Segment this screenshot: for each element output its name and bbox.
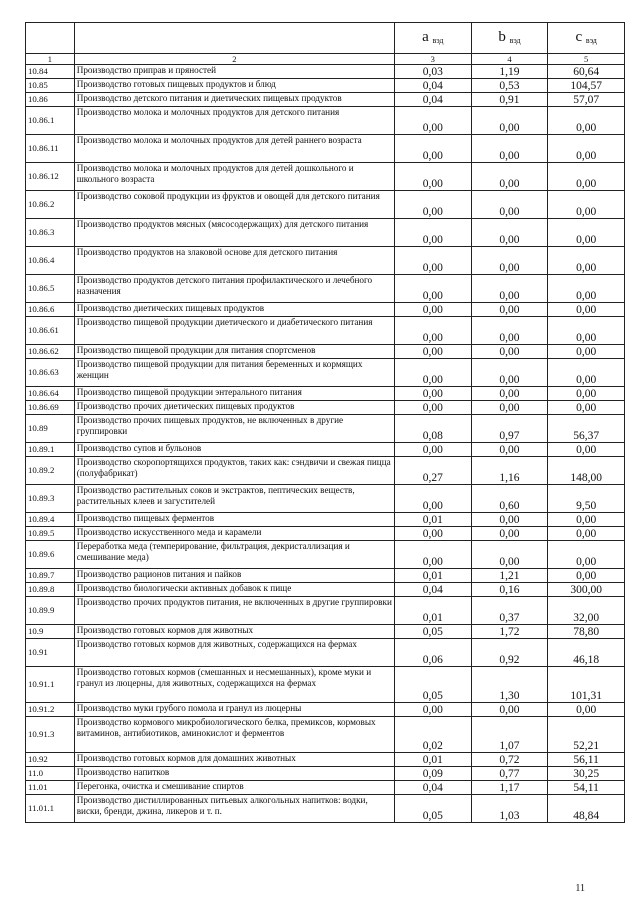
row-value-c: 32,00 bbox=[548, 597, 625, 625]
table-row bbox=[26, 65, 625, 79]
row-name: Производство продуктов мясных (мясосодержащих) для детского питания bbox=[74, 219, 394, 247]
column-index-row bbox=[26, 54, 625, 65]
row-value-a: 0,00 bbox=[394, 359, 471, 387]
row-value-a: 0,00 bbox=[394, 275, 471, 303]
column-index: 2 bbox=[74, 54, 394, 65]
row-name: Производство пищевых ферментов bbox=[74, 513, 394, 527]
table-row bbox=[26, 135, 625, 163]
row-name: Производство прочих диетических пищевых продуктов bbox=[74, 401, 394, 415]
row-name: Производство супов и бульонов bbox=[74, 443, 394, 457]
row-value-b: 1,21 bbox=[471, 569, 548, 583]
row-value-c: 0,00 bbox=[548, 107, 625, 135]
row-value-b: 0,00 bbox=[471, 703, 548, 717]
row-code: 10.89.8 bbox=[26, 583, 75, 597]
row-value-c: 54,11 bbox=[548, 781, 625, 795]
row-value-b: 0,72 bbox=[471, 753, 548, 767]
row-name: Производство скоропортящихся продуктов, таких как: сэндвичи и свежая пицца (полуфабрикат) bbox=[74, 457, 394, 485]
table-row bbox=[26, 345, 625, 359]
table-row bbox=[26, 625, 625, 639]
row-value-b: 0,00 bbox=[471, 387, 548, 401]
row-code: 10.89.5 bbox=[26, 527, 75, 541]
row-value-b: 0,00 bbox=[471, 163, 548, 191]
row-value-b: 0,77 bbox=[471, 767, 548, 781]
table-row bbox=[26, 513, 625, 527]
row-value-b: 0,00 bbox=[471, 275, 548, 303]
row-name: Производство пищевой продукции диетического и диабетического питания bbox=[74, 317, 394, 345]
row-value-c: 56,37 bbox=[548, 415, 625, 443]
row-code: 10.86.4 bbox=[26, 247, 75, 275]
row-value-a: 0,01 bbox=[394, 513, 471, 527]
row-name: Производство пищевой продукции энтерального питания bbox=[74, 387, 394, 401]
row-value-b: 1,19 bbox=[471, 65, 548, 79]
table-row bbox=[26, 163, 625, 191]
row-value-c: 0,00 bbox=[548, 135, 625, 163]
row-name: Производство дистиллированных питьевых алкогольных напитков: водки, виски, бренди, джина, ликеров и т. п. bbox=[74, 795, 394, 823]
table-row bbox=[26, 107, 625, 135]
row-value-a: 0,00 bbox=[394, 443, 471, 457]
row-value-b: 0,00 bbox=[471, 401, 548, 415]
row-value-a: 0,05 bbox=[394, 667, 471, 703]
table-row bbox=[26, 485, 625, 513]
row-value-b: 0,53 bbox=[471, 79, 548, 93]
row-value-b: 0,00 bbox=[471, 135, 548, 163]
row-value-b: 0,97 bbox=[471, 415, 548, 443]
row-value-c: 30,25 bbox=[548, 767, 625, 781]
row-code: 10.89.9 bbox=[26, 597, 75, 625]
row-value-a: 0,04 bbox=[394, 781, 471, 795]
header-a: a $_{вэд}$ bbox=[394, 23, 471, 54]
row-name: Производство готовых пищевых продуктов и блюд bbox=[74, 79, 394, 93]
row-value-c: 0,00 bbox=[548, 513, 625, 527]
row-value-b: 1,30 bbox=[471, 667, 548, 703]
row-name: Производство готовых кормов для животных, содержащихся на фермах bbox=[74, 639, 394, 667]
row-value-a: 0,00 bbox=[394, 247, 471, 275]
row-name: Производство растительных соков и экстрактов, пептических веществ, растительных клеев и загустителей bbox=[74, 485, 394, 513]
row-code: 10.85 bbox=[26, 79, 75, 93]
header-c: c $_{вэд}$ bbox=[548, 23, 625, 54]
row-value-b: 0,00 bbox=[471, 191, 548, 219]
row-value-a: 0,00 bbox=[394, 317, 471, 345]
row-value-c: 78,80 bbox=[548, 625, 625, 639]
row-value-a: 0,00 bbox=[394, 541, 471, 569]
row-value-c: 0,00 bbox=[548, 275, 625, 303]
row-value-b: 0,00 bbox=[471, 219, 548, 247]
row-code: 10.86.1 bbox=[26, 107, 75, 135]
table-row bbox=[26, 387, 625, 401]
table-row bbox=[26, 717, 625, 753]
row-value-c: 0,00 bbox=[548, 387, 625, 401]
row-value-c: 48,84 bbox=[548, 795, 625, 823]
row-name: Производство готовых кормов для домашних животных bbox=[74, 753, 394, 767]
column-index: 4 bbox=[471, 54, 548, 65]
table-body bbox=[26, 65, 625, 823]
row-value-a: 0,27 bbox=[394, 457, 471, 485]
row-value-a: 0,00 bbox=[394, 527, 471, 541]
row-value-a: 0,00 bbox=[394, 387, 471, 401]
row-value-c: 0,00 bbox=[548, 443, 625, 457]
row-name: Производство диетических пищевых продуктов bbox=[74, 303, 394, 317]
row-value-b: 0,91 bbox=[471, 93, 548, 107]
row-value-c: 101,31 bbox=[548, 667, 625, 703]
table-row bbox=[26, 457, 625, 485]
row-value-c: 0,00 bbox=[548, 317, 625, 345]
row-name: Производство кормового микробиологического белка, премиксов, кормовых витаминов, антибиотиков, аминокислот и ферментов bbox=[74, 717, 394, 753]
row-value-c: 9,50 bbox=[548, 485, 625, 513]
table-row bbox=[26, 401, 625, 415]
row-code: 10.89.7 bbox=[26, 569, 75, 583]
row-value-a: 0,01 bbox=[394, 753, 471, 767]
table-row bbox=[26, 583, 625, 597]
row-value-c: 148,00 bbox=[548, 457, 625, 485]
row-value-a: 0,05 bbox=[394, 625, 471, 639]
row-value-b: 0,37 bbox=[471, 597, 548, 625]
row-name: Производство пищевой продукции для питания спортсменов bbox=[74, 345, 394, 359]
row-code: 10.91.3 bbox=[26, 717, 75, 753]
row-value-a: 0,00 bbox=[394, 303, 471, 317]
table-row bbox=[26, 247, 625, 275]
row-name: Производство молока и молочных продуктов для детей дошкольного и школьного возраста bbox=[74, 163, 394, 191]
row-value-c: 0,00 bbox=[548, 345, 625, 359]
row-value-c: 0,00 bbox=[548, 359, 625, 387]
row-value-b: 0,00 bbox=[471, 303, 548, 317]
table-row bbox=[26, 569, 625, 583]
column-index: 3 bbox=[394, 54, 471, 65]
row-value-b: 0,00 bbox=[471, 527, 548, 541]
row-value-a: 0,09 bbox=[394, 767, 471, 781]
table-row bbox=[26, 191, 625, 219]
row-code: 10.86.62 bbox=[26, 345, 75, 359]
row-code: 10.89.6 bbox=[26, 541, 75, 569]
row-code: 10.89.2 bbox=[26, 457, 75, 485]
row-code: 10.86.3 bbox=[26, 219, 75, 247]
row-name: Производство продуктов детского питания профилактического и лечебного назначения bbox=[74, 275, 394, 303]
row-value-c: 0,00 bbox=[548, 219, 625, 247]
table-row bbox=[26, 767, 625, 781]
table-row bbox=[26, 781, 625, 795]
row-name: Производство напитков bbox=[74, 767, 394, 781]
row-code: 10.86.63 bbox=[26, 359, 75, 387]
row-name: Перегонка, очистка и смешивание спиртов bbox=[74, 781, 394, 795]
column-index: 5 bbox=[548, 54, 625, 65]
row-code: 10.89.4 bbox=[26, 513, 75, 527]
row-name: Производство пищевой продукции для питания беременных и кормящих женщин bbox=[74, 359, 394, 387]
row-name: Производство приправ и пряностей bbox=[74, 65, 394, 79]
row-value-b: 0,00 bbox=[471, 345, 548, 359]
row-value-c: 57,07 bbox=[548, 93, 625, 107]
row-name: Производство муки грубого помола и гранул из люцерны bbox=[74, 703, 394, 717]
table-row bbox=[26, 703, 625, 717]
row-value-c: 52,21 bbox=[548, 717, 625, 753]
row-value-a: 0,04 bbox=[394, 583, 471, 597]
column-index: 1 bbox=[26, 54, 75, 65]
row-value-b: 1,17 bbox=[471, 781, 548, 795]
row-name: Производство прочих пищевых продуктов, не включенных в другие группировки bbox=[74, 415, 394, 443]
table-row bbox=[26, 219, 625, 247]
row-name: Производство продуктов на злаковой основе для детского питания bbox=[74, 247, 394, 275]
row-value-b: 0,92 bbox=[471, 639, 548, 667]
row-code: 10.86.5 bbox=[26, 275, 75, 303]
row-name: Производство рационов питания и пайков bbox=[74, 569, 394, 583]
row-value-a: 0,00 bbox=[394, 107, 471, 135]
row-value-c: 0,00 bbox=[548, 401, 625, 415]
coefficients-table bbox=[25, 22, 625, 823]
row-value-a: 0,04 bbox=[394, 93, 471, 107]
row-code: 10.91 bbox=[26, 639, 75, 667]
row-code: 10.86.6 bbox=[26, 303, 75, 317]
row-name: Производство молока и молочных продуктов для детей раннего возраста bbox=[74, 135, 394, 163]
row-value-a: 0,00 bbox=[394, 703, 471, 717]
row-value-a: 0,03 bbox=[394, 65, 471, 79]
row-value-c: 300,00 bbox=[548, 583, 625, 597]
row-value-b: 0,00 bbox=[471, 443, 548, 457]
table-row bbox=[26, 443, 625, 457]
row-value-c: 0,00 bbox=[548, 527, 625, 541]
row-name: Производство детского питания и диетических пищевых продуктов bbox=[74, 93, 394, 107]
row-value-a: 0,00 bbox=[394, 485, 471, 513]
row-value-b: 0,00 bbox=[471, 107, 548, 135]
row-value-a: 0,06 bbox=[394, 639, 471, 667]
row-code: 10.86.11 bbox=[26, 135, 75, 163]
row-value-b: 1,16 bbox=[471, 457, 548, 485]
row-name: Производство биологически активных добавок к пище bbox=[74, 583, 394, 597]
table-row bbox=[26, 275, 625, 303]
row-code: 10.86.12 bbox=[26, 163, 75, 191]
row-value-b: 0,00 bbox=[471, 513, 548, 527]
header-b: b $_{вэд}$ bbox=[471, 23, 548, 54]
header-name bbox=[74, 23, 394, 54]
row-value-a: 0,00 bbox=[394, 191, 471, 219]
row-code: 10.86 bbox=[26, 93, 75, 107]
row-name: Производство готовых кормов для животных bbox=[74, 625, 394, 639]
row-name: Производство искусственного меда и карамели bbox=[74, 527, 394, 541]
table-row bbox=[26, 415, 625, 443]
table-row bbox=[26, 541, 625, 569]
row-value-b: 0,16 bbox=[471, 583, 548, 597]
table-row bbox=[26, 317, 625, 345]
row-value-c: 0,00 bbox=[548, 569, 625, 583]
row-value-a: 0,00 bbox=[394, 135, 471, 163]
row-value-a: 0,00 bbox=[394, 163, 471, 191]
row-code: 10.84 bbox=[26, 65, 75, 79]
table-row bbox=[26, 303, 625, 317]
page-number: 11 bbox=[575, 883, 585, 894]
table-row bbox=[26, 667, 625, 703]
table-row bbox=[26, 79, 625, 93]
table-row bbox=[26, 753, 625, 767]
row-value-c: 0,00 bbox=[548, 541, 625, 569]
row-value-b: 0,00 bbox=[471, 359, 548, 387]
row-value-b: 1,07 bbox=[471, 717, 548, 753]
row-value-c: 0,00 bbox=[548, 303, 625, 317]
table-row bbox=[26, 597, 625, 625]
row-code: 10.91.2 bbox=[26, 703, 75, 717]
row-value-b: 0,00 bbox=[471, 247, 548, 275]
row-name: Производство молока и молочных продуктов для детского питания bbox=[74, 107, 394, 135]
row-value-a: 0,00 bbox=[394, 345, 471, 359]
header-row bbox=[26, 23, 625, 54]
row-value-b: 0,00 bbox=[471, 541, 548, 569]
row-value-c: 0,00 bbox=[548, 247, 625, 275]
row-name: Производство прочих продуктов питания, не включенных в другие группировки bbox=[74, 597, 394, 625]
row-value-a: 0,02 bbox=[394, 717, 471, 753]
row-value-b: 0,00 bbox=[471, 317, 548, 345]
row-code: 10.9 bbox=[26, 625, 75, 639]
table-row bbox=[26, 795, 625, 823]
row-code: 10.92 bbox=[26, 753, 75, 767]
row-code: 10.86.61 bbox=[26, 317, 75, 345]
row-value-c: 0,00 bbox=[548, 163, 625, 191]
row-value-c: 104,57 bbox=[548, 79, 625, 93]
row-value-a: 0,08 bbox=[394, 415, 471, 443]
row-value-a: 0,01 bbox=[394, 569, 471, 583]
row-value-c: 60,64 bbox=[548, 65, 625, 79]
row-value-c: 56,11 bbox=[548, 753, 625, 767]
row-name: Переработка меда (темперирование, фильтрация, декристаллизация и смешивание меда) bbox=[74, 541, 394, 569]
table-row bbox=[26, 93, 625, 107]
row-code: 10.89 bbox=[26, 415, 75, 443]
row-value-b: 1,03 bbox=[471, 795, 548, 823]
row-name: Производство готовых кормов (смешанных и несмешанных), кроме муки и гранул из люцерны, для животных, содержащихся на фермах bbox=[74, 667, 394, 703]
row-name: Производство соковой продукции из фруктов и овощей для детского питания bbox=[74, 191, 394, 219]
row-value-a: 0,00 bbox=[394, 401, 471, 415]
table-row bbox=[26, 359, 625, 387]
row-value-a: 0,04 bbox=[394, 79, 471, 93]
row-code: 10.89.3 bbox=[26, 485, 75, 513]
table-row bbox=[26, 527, 625, 541]
row-value-c: 0,00 bbox=[548, 703, 625, 717]
row-code: 11.01.1 bbox=[26, 795, 75, 823]
row-code: 10.86.2 bbox=[26, 191, 75, 219]
row-value-c: 46,18 bbox=[548, 639, 625, 667]
row-value-a: 0,01 bbox=[394, 597, 471, 625]
row-code: 10.86.69 bbox=[26, 401, 75, 415]
row-code: 10.89.1 bbox=[26, 443, 75, 457]
row-value-a: 0,05 bbox=[394, 795, 471, 823]
row-code: 10.91.1 bbox=[26, 667, 75, 703]
row-code: 10.86.64 bbox=[26, 387, 75, 401]
row-value-b: 1,72 bbox=[471, 625, 548, 639]
table-row bbox=[26, 639, 625, 667]
row-value-b: 0,60 bbox=[471, 485, 548, 513]
header-code bbox=[26, 23, 75, 54]
row-value-c: 0,00 bbox=[548, 191, 625, 219]
row-code: 11.0 bbox=[26, 767, 75, 781]
row-value-a: 0,00 bbox=[394, 219, 471, 247]
row-code: 11.01 bbox=[26, 781, 75, 795]
